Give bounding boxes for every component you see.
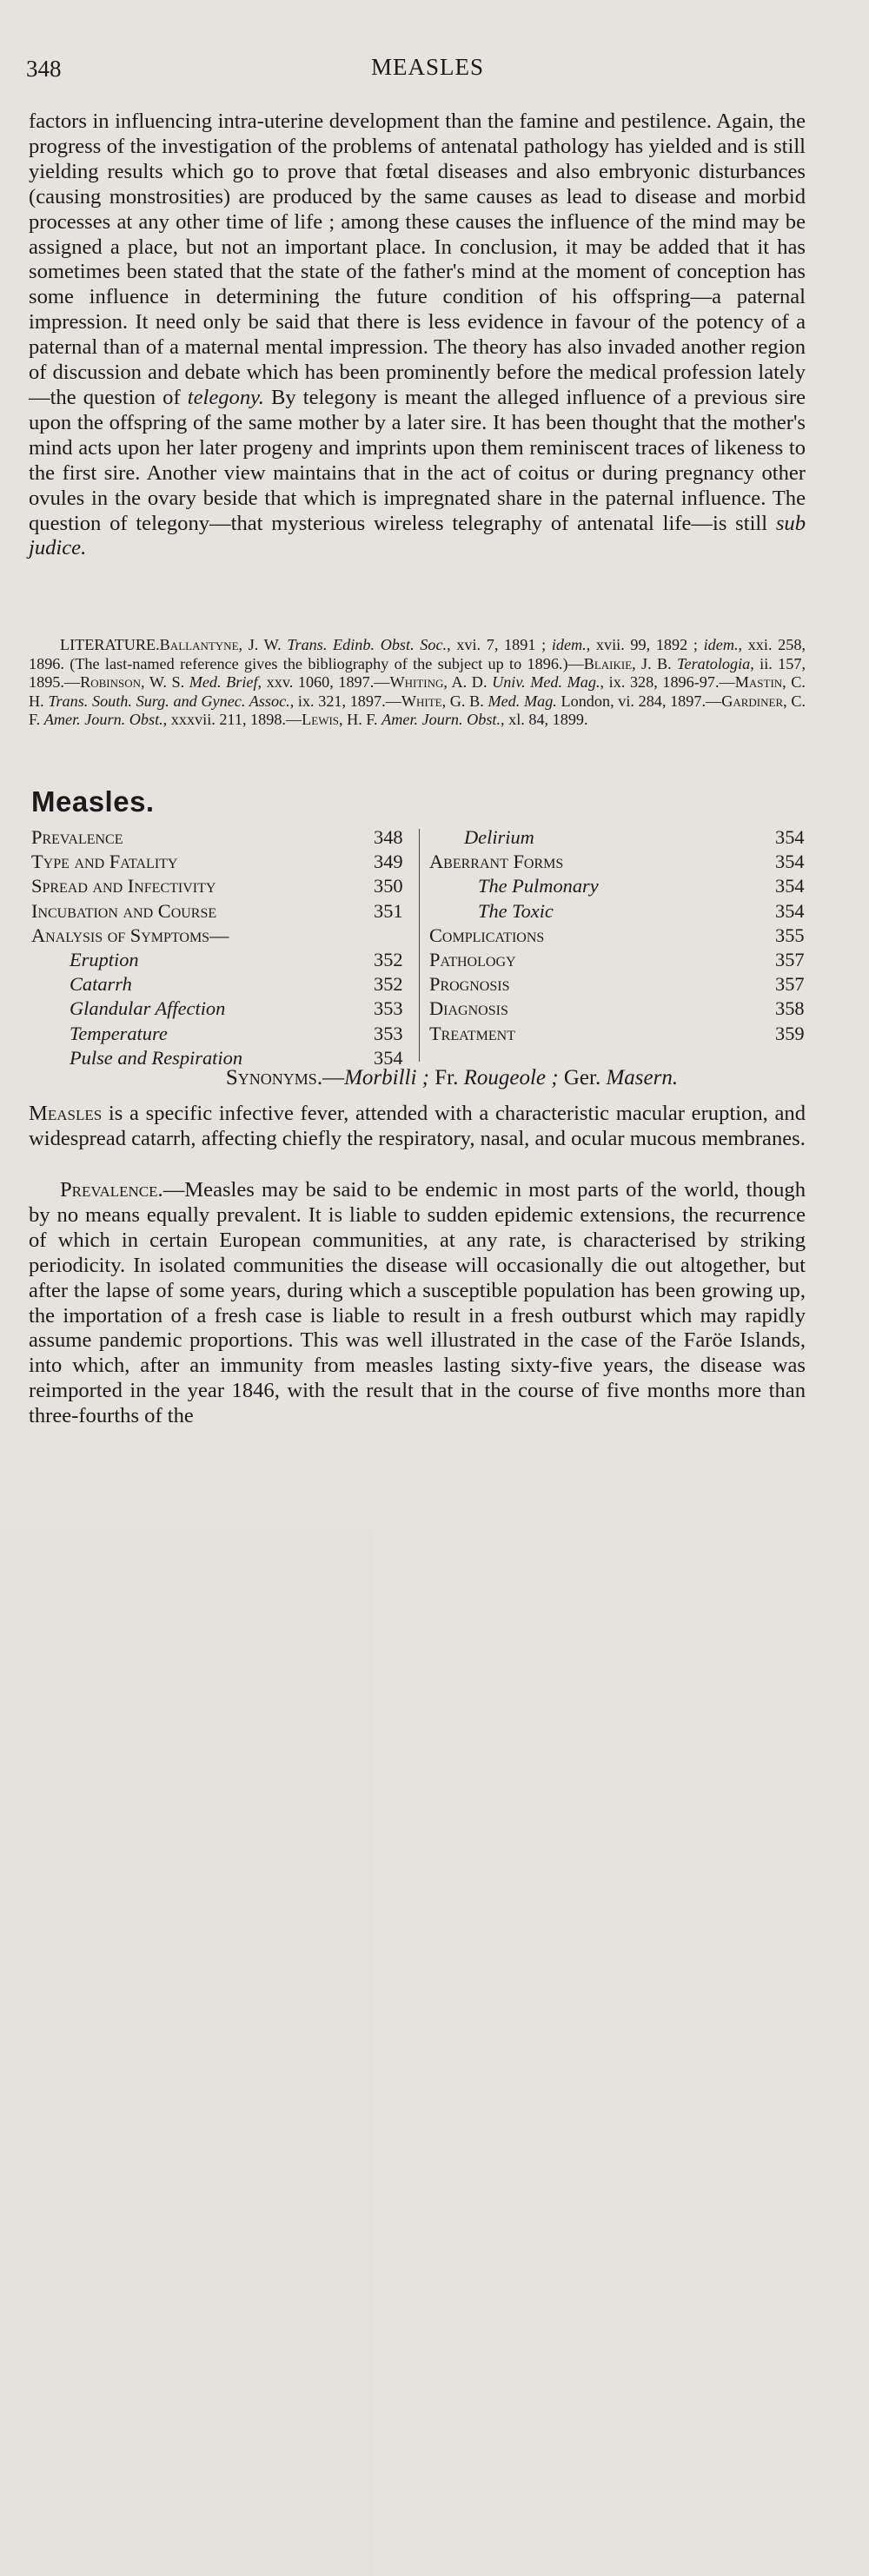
contents-entry-label: The Pulmonary [478,875,599,897]
contents-entry [31,850,401,874]
contents-entry [31,948,401,972]
prevalence-lead: Prevalence. [60,1178,163,1202]
ref-initials: , A. D. [443,673,493,691]
column-divider [419,829,420,1062]
contents-entry-label: Pulse and Respiration [70,1046,243,1069]
contents-entry-label: Spread and Infectivity [31,875,216,897]
contents-entry [31,924,401,948]
literature-block [29,636,806,730]
ref-journal: Med. Mag. [488,692,557,710]
prevalence-paragraph [29,1178,806,1429]
ref-citation: , ix. 328, 1896-97.— [600,673,735,691]
intro-paragraph [29,109,806,561]
ref-journal: Trans. South. Surg. and Gynec. Assoc. [48,692,290,710]
contents-entry-label: Glandular Affection [70,997,226,1020]
ref-citation: , xxv. 1060, 1897.— [257,673,390,691]
telegony-term: telegony. [187,385,264,409]
synonym-german: Masern. [606,1066,679,1089]
contents-entry-label: The Toxic [478,899,554,922]
ref-journal: Med. Brief [189,673,258,691]
contents-entry-page: 353 [374,1022,869,2552]
contents-entry-page: 353 [374,997,869,2526]
contents-entry-page: 349 [374,850,869,2380]
ref-initials: , G. B. [441,692,488,710]
ref-citation: London, vi. 284, 1897.— [556,692,722,710]
ref-citation: , xxi. 258, 1896. (The last-named reference gives the bibliography of the subject up to 1896.)— [29,636,806,672]
synonyms-line [0,1066,869,1090]
ref-initials: , H. F. [339,711,382,728]
ref-author: Ballantyne [159,636,239,653]
contents-entry [31,899,401,924]
ref-initials: , C. F. [29,692,806,728]
contents-entry-label: Incubation and Course [31,899,217,922]
ref-initials: , C. H. [29,673,806,710]
definition-paragraph [29,1102,806,1152]
contents-entry-label: Diagnosis [429,997,508,1020]
contents-right-column [429,825,805,1046]
contents-entry-page: 357 [775,972,869,2502]
contents-entry [31,825,401,850]
synonym-latin: Morbilli ; [344,1066,429,1089]
ref-citation: , xvi. 7, 1891 ; [447,636,552,653]
contents-entry [429,850,805,874]
contents-entry-page: 354 [775,899,869,2429]
contents-left-column [31,825,401,1070]
ref-citation: , xl. 84, 1899. [501,711,588,728]
contents-entry-page: 352 [374,972,869,2502]
contents-entry-page: 358 [775,997,869,2526]
contents-table [31,825,805,1069]
contents-entry [429,972,805,997]
contents-entry [31,972,401,997]
contents-entry-page: 350 [374,874,869,2404]
ref-journal: Amer. Journ. Obst. [43,711,163,728]
ref-author: White [401,692,442,710]
ref-author: Whiting [389,673,444,691]
ref-author: Robinson [80,673,142,691]
contents-entry-label: Aberrant Forms [429,851,564,873]
ref-initials: , J. B. [632,654,678,672]
contents-entry-label: Prevalence [31,826,123,848]
contents-entry [429,997,805,1021]
contents-entry-label: Catarrh [70,973,132,996]
contents-entry-page: 354 [775,874,869,2404]
prevalence-text: —Measles may be said to be endemic in most parts of the world, though by no means equally prevalent. It is liable to sudden epidemic extensions, the recurrence of which in certain European communities, at any rate, is characterised by striking periodicity. In isolated communities the disease will occasionally die out altogether, but after the lapse of some years, during which a susceptible population has been growing up, the importation of a fresh case is liable to result in a fresh outburst which may rapidly assume pandemic proportions. This was well illustrated in the case of the Faröe Islands, into which, after an immunity from measles lasting sixty-five years, the disease was reimported in the year 1846, with the result that in the course of five months more than three-fourths of the [29,1178,806,1428]
ref-citation: , xvii. 99, 1892 ; [586,636,704,653]
section-heading: Measles. [31,785,155,818]
definition-lead: Measles [29,1102,103,1125]
intro-text-1: factors in influencing intra-uterine development than the famine and pestilence. Again, the progress of the investigation of the problems of antenatal pathology has yielded and is still yielding results which go to prove that fœtal diseases and also embryonic disturbances (causing monstrosities) are produced by the same causes as lead to disease and morbid processes at any other time of life ; among these causes the influence of the mind may be assigned a place, but not an important place. In conclusion, it may be added that it has sometimes been stated that the state of the father's mind at the moment of conception has some influence in determining the future condition of his offspring—a paternal impression. It need only be said that there is less evidence in favour of the potency of a paternal than of a maternal mental impression. The theory has also invaded another region of discussion and debate which has been prominently before the medical profession lately—the question of [29,109,806,409]
contents-entry [429,899,805,924]
ref-citation: , ix. 321, 1897.— [289,692,401,710]
contents-entry-page: 355 [775,924,869,2453]
running-title: MEASLES [370,54,485,80]
contents-entry [429,924,805,948]
definition-text: is a specific infective fever, attended with a characteristic macular eruption, and widespread catarrh, affecting chiefly the respiratory, nasal, and ocular mucous membranes. [29,1102,806,1150]
synonym-ger-label: Ger. [558,1066,607,1089]
page-number: 348 [26,56,62,82]
contents-entry-page: 352 [374,948,869,2478]
ref-journal: idem. [703,636,739,653]
ref-citation: , xxxvii. 211, 1898.— [163,711,302,728]
running-head [26,50,829,85]
sub-judice: sub judice. [29,511,806,560]
ref-journal: Amer. Journ. Obst. [381,711,501,728]
intro-text-2: By telegony is meant the alleged influence of a previous sire upon the offspring of the same mother by a later sire. It has been thought that the mother's mind acts upon her later progeny and imprints upon them reminiscent traces of likeness to the first sire. Another view maintains that in the act of coitus or during pregnancy other ovules in the ovary beside that which is impregnated share in the paternal influence. The question of telegony—that mysterious wireless telegraphy of antenatal life—is still [29,385,806,535]
contents-entry-label: Temperature [70,1022,168,1044]
contents-entry-label: Delirium [464,826,534,848]
contents-entry [31,874,401,898]
contents-entry [429,825,805,850]
contents-entry-page: 354 [775,850,869,2380]
contents-entry-label: Prognosis [429,973,510,996]
contents-entry-label: Type and Fatality [31,851,178,873]
synonym-fr-label: Fr. [429,1066,464,1089]
ref-journal: Trans. Edinb. Obst. Soc. [287,636,448,653]
contents-entry-page: 351 [374,899,869,2429]
contents-entry-page: 357 [775,948,869,2478]
contents-entry-label: Analysis of Symptoms— [31,924,229,946]
contents-entry [31,1022,401,1046]
contents-entry-page: 359 [775,1022,869,2552]
contents-entry-page: 354 [374,1046,869,2576]
ref-journal: Teratologia [677,654,751,672]
contents-entry-label: Eruption [70,948,139,970]
ref-journal: idem. [551,636,587,653]
ref-author: Lewis [302,711,340,728]
ref-initials: , W. S. [141,673,189,691]
contents-entry-page: 354 [775,825,869,2355]
contents-entry [429,1022,805,1046]
contents-entry [429,948,805,972]
contents-entry [429,874,805,898]
ref-journal: Univ. Med. Mag. [492,673,600,691]
literature-label: LITERATURE. [60,636,160,653]
ref-author: Blaikie [583,654,633,672]
ref-author: Mastin [734,673,783,691]
contents-entry [31,997,401,1021]
ref-initials: , J. W. [238,636,288,653]
contents-entry-page: 348 [374,825,869,2355]
synonyms-label: Synonyms.— [225,1066,345,1089]
ref-citation: , ii. 157, 1895.— [29,654,806,691]
contents-entry-label: Complications [429,924,545,946]
ref-author: Gardiner [721,692,784,710]
contents-entry-label: Pathology [429,948,516,970]
contents-entry-label: Treatment [429,1022,516,1044]
synonym-french: Rougeole ; [463,1066,559,1089]
